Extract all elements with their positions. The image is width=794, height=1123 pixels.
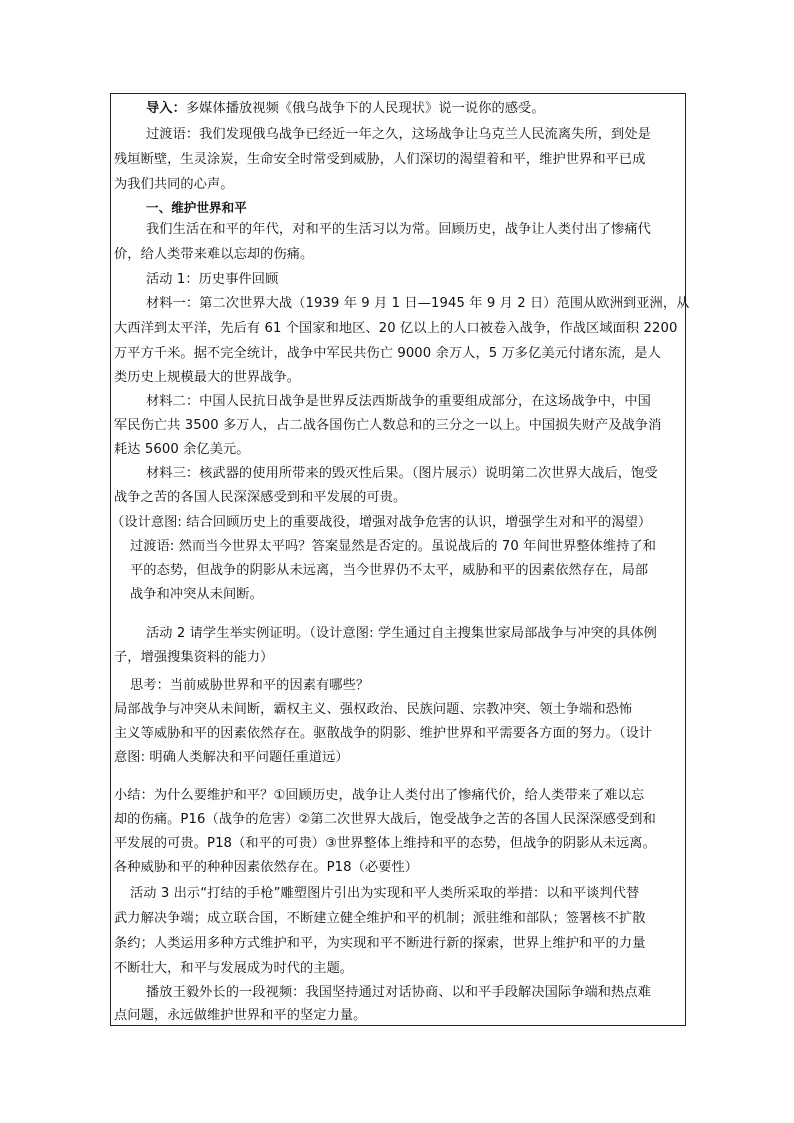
material-1-line-1: 材料一：第二次世界大战（1939 年 9 月 1 日—1945 年 9 月 2 日）范围从欧洲到亚洲，从 xyxy=(146,296,690,311)
activity-3-line-4: 不断壮大，和平与发展成为时代的主题。 xyxy=(114,961,354,976)
activity-3-line-1: 活动 3 出示“打结的手枪”雕塑图片引出为实现和平人类所采取的举措：以和平谈判代替 xyxy=(130,886,640,901)
material-3-line-2: 战争之苦的各国人民深深感受到和平发展的可贵。 xyxy=(114,490,407,505)
section-heading: 一、维护世界和平 xyxy=(146,200,247,215)
material-2-line-1: 材料二：中国人民抗日战争是世界反法西斯战争的重要组成部分，在这场战争中，中国 xyxy=(146,394,651,409)
threats-line-1: 局部战争与冲突从未间断，霸权主义、强权政治、民族问题、宗教冲突、领土争端和恐怖 xyxy=(114,702,633,717)
activity-3-line-2: 武力解决争端；成立联合国，不断建立健全维护和平的机制；派驻维和部队；签署核不扩散 xyxy=(114,911,646,926)
activity-2-line-2: 子，增强搜集资料的能力） xyxy=(114,650,274,665)
video-line-1: 播放王毅外长的一段视频：我国坚持通过对话协商、以和平手段解决国际争端和热点难 xyxy=(146,985,651,1000)
material-3-line-1: 材料三：核武器的使用所带来的毁灭性后果。（图片展示）说明第二次世界大战后，饱受 xyxy=(146,466,658,481)
transition-line-3: 为我们共同的心声。 xyxy=(114,177,234,192)
summary-line-1: 小结：为什么要维护和平？①回顾历史，战争让人类付出了惨痛代价，给人类带来了难以忘 xyxy=(114,788,645,803)
material-1-line-2: 大西洋到太平洋，先后有 61 个国家和地区、20 亿以上的人口被卷入战争，作战区域面积 2200 xyxy=(114,321,678,336)
intro-text: 多媒体播放视频《俄乌战争下的人民现状》说一说你的感受。 xyxy=(185,101,545,116)
intro-paragraph xyxy=(146,99,545,119)
activity-2-line-1: 活动 2 请学生举实例证明。（设计意图: 学生通过自主搜集世家局部战争与冲突的具体例 xyxy=(146,626,657,641)
transition-2-line-3: 战争和冲突从未间断。 xyxy=(130,587,263,602)
threats-line-2: 主义等威胁和平的因素依然存在。驱散战争的阴影、维护世界和平需要各方面的努力。（设计 xyxy=(114,726,653,741)
think-question: 思考：当前威胁世界和平的因素有哪些？ xyxy=(130,678,370,693)
transition-2-line-2: 平的态势，但战争的阴影从未远离，当今世界仍不太平，威胁和平的因素依然存在，局部 xyxy=(130,563,649,578)
transition-2-line-1: 过渡语: 然而当今世界太平吗？答案显然是否定的。虽说战后的 70 年间世界整体维持了和 xyxy=(130,539,657,554)
summary-line-3: 平发展的可贵。P18（和平的可贵）③世界整体上维持和平的态势，但战争的阴影从未远离。 xyxy=(114,836,656,851)
activity-1-heading: 活动 1：历史事件回顾 xyxy=(146,272,279,287)
material-2-line-2: 军民伤亡共 3500 多万人，占二战各国伤亡人数总和的三分之一以上。中国损失财产及战争消 xyxy=(114,418,662,433)
threats-line-3: 意图: 明确人类解决和平问题任重道远） xyxy=(114,750,349,765)
intro-label: 导入： xyxy=(146,101,186,116)
material-1-line-3: 万平方千米。据不完全统计，战争中军民共伤亡 9000 余万人，5 万多亿美元付诸东流，是人 xyxy=(114,346,661,361)
summary-line-2: 却的伤痛。P16（战争的危害）②第二次世界大战后，饱受战争之苦的各国人民深深感受到和 xyxy=(114,812,656,827)
material-1-line-4: 类历史上规模最大的世界战争。 xyxy=(114,370,301,385)
activity-3-line-3: 条约；人类运用多种方式维护和平，为实现和平不断进行新的探索，世界上维护和平的力量 xyxy=(114,936,646,951)
transition-line-2: 残垣断壁，生灵涂炭，生命安全时常受到威胁，人们深切的渴望着和平，维护世界和平已成 xyxy=(114,152,646,167)
intro-history-line-2: 价，给人类带来难以忘却的伤痛。 xyxy=(114,247,314,262)
video-line-2: 点问题，永远做维护世界和平的坚定力量。 xyxy=(114,1008,367,1023)
summary-line-4: 各种威胁和平的种种因素依然存在。P18（必要性） xyxy=(114,860,419,875)
intro-history-line-1: 我们生活在和平的年代，对和平的生活习以为常。回顾历史，战争让人类付出了惨痛代 xyxy=(146,222,651,237)
material-2-line-3: 耗达 5600 余亿美元。 xyxy=(114,442,250,457)
design-intent-1: （设计意图: 结合回顾历史上的重要战役，增强对战争危害的认识，增强学生对和平的渴望） xyxy=(111,515,652,530)
transition-line-1: 过渡语：我们发现俄乌战争已经近一年之久，这场战争让乌克兰人民流离失所，到处是 xyxy=(146,127,651,142)
